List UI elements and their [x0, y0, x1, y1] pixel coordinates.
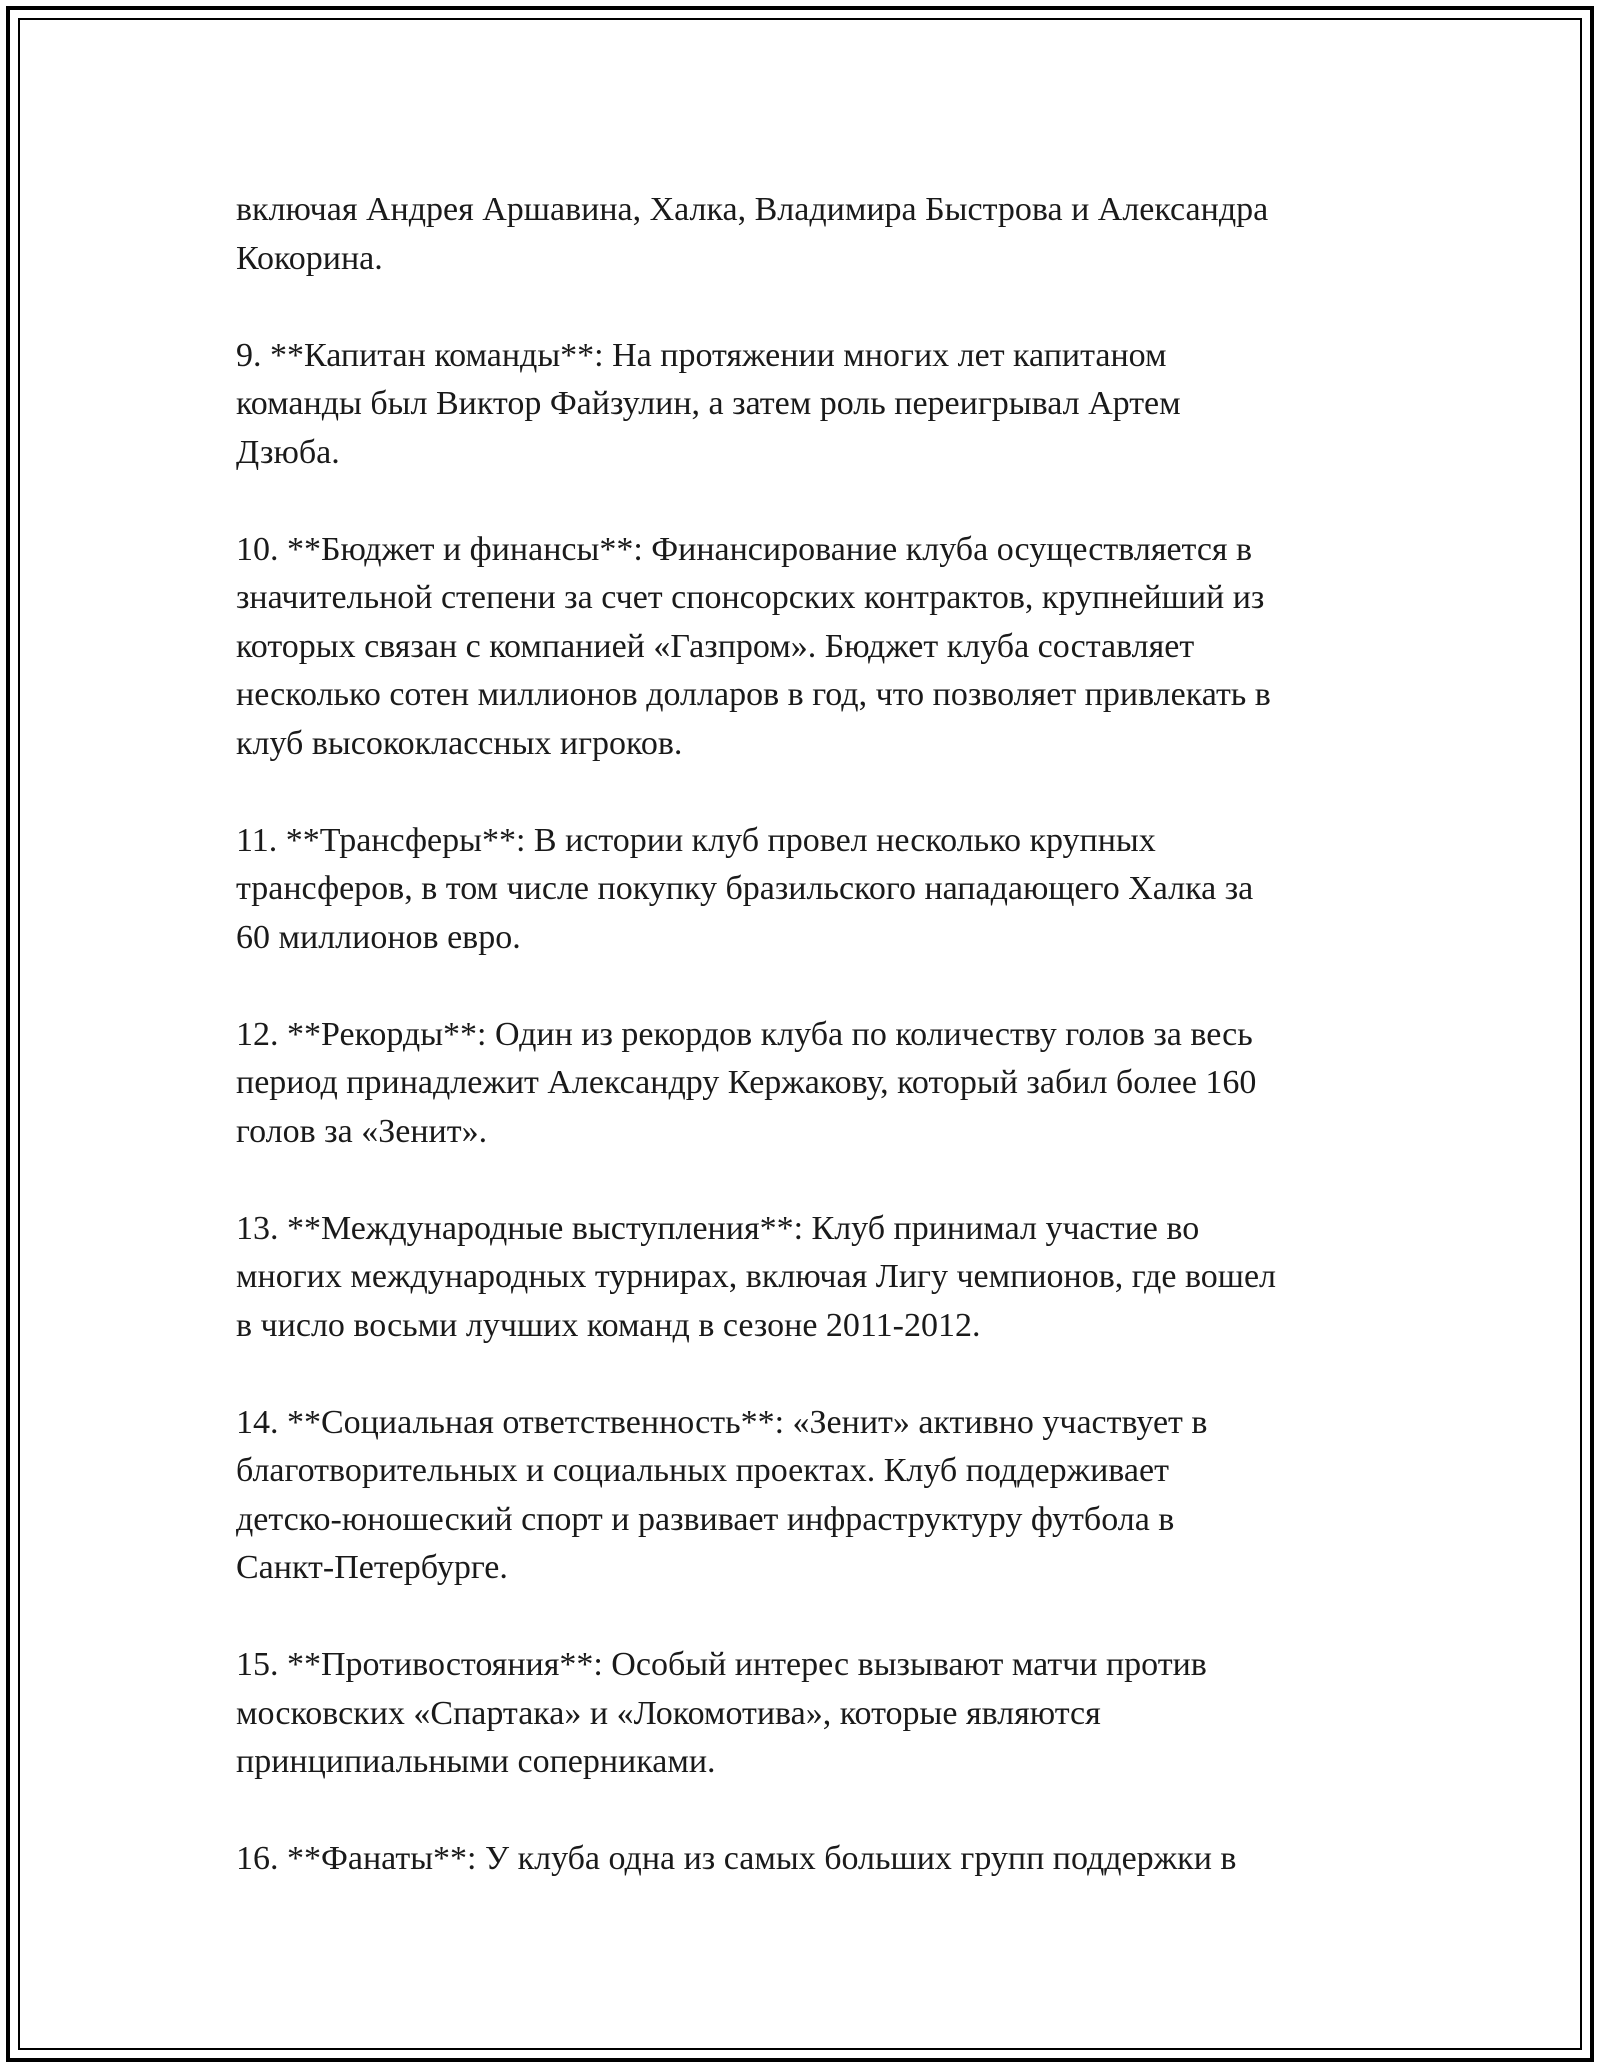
text-line: голов за «Зенит». — [236, 1112, 488, 1150]
paragraph-item-12 — [236, 1011, 1376, 1157]
text-line: благотворительных и социальных проектах. Клуб поддерживает — [236, 1452, 1169, 1489]
text-line: значительной степени за счет спонсорских контрактов, крупнейший из — [236, 579, 1265, 616]
text-line: в число восьми лучших команд в сезоне 2011-2012. — [236, 1306, 981, 1344]
text-line: Санкт-Петербурге. — [236, 1549, 508, 1586]
text-line: 16. **Фанаты**: У клуба одна из самых больших групп поддержки в — [236, 1840, 1237, 1877]
paragraph-item-16 — [236, 1835, 1376, 1884]
text-line: принципиальными соперниками. — [236, 1743, 716, 1780]
text-line: 11. **Трансферы**: В истории клуб провел несколько крупных — [236, 821, 1156, 859]
text-line: 60 миллионов евро. — [236, 918, 521, 956]
paragraph-item-11 — [236, 817, 1376, 963]
text-line: включая Андрея Аршавина, Халка, Владимира Быстрова и Александра — [236, 191, 1269, 228]
text-line: 9. **Капитан команды**: На протяжении многих лет капитаном — [236, 336, 1167, 374]
text-line: 12. **Рекорды**: Один из рекордов клуба по количеству голов за весь — [236, 1015, 1253, 1053]
text-line: Кокорина. — [236, 239, 383, 277]
text-line: детско-юношеский спорт и развивает инфраструктуру футбола в — [236, 1500, 1175, 1538]
paragraph-item-10 — [236, 526, 1376, 769]
text-line: Дзюба. — [236, 433, 340, 471]
text-line: несколько сотен миллионов долларов в год, что позволяет привлекать в — [236, 676, 1271, 713]
text-line: трансферов, в том числе покупку бразильского нападающего Халка за — [236, 870, 1254, 907]
paragraph-item-13 — [236, 1205, 1376, 1351]
document-body — [236, 186, 1376, 1932]
paragraph-item-9 — [236, 332, 1376, 478]
text-line: клуб высококлассных игроков. — [236, 724, 683, 762]
text-line: 14. **Социальная ответственность**: «Зенит» активно участвует в — [236, 1403, 1208, 1441]
text-line: которых связан с компанией «Газпром». Бюджет клуба составляет — [236, 627, 1195, 665]
paragraph-item-14 — [236, 1399, 1376, 1593]
text-line: 15. **Противостояния**: Особый интерес вызывают матчи против — [236, 1646, 1207, 1683]
text-line: московских «Спартака» и «Локомотива», которые являются — [236, 1694, 1101, 1732]
text-line: период принадлежит Александру Кержакову, который забил более 160 — [236, 1064, 1257, 1101]
paragraph-continuation — [236, 186, 1376, 283]
text-line: 10. **Бюджет и финансы**: Финансирование клуба осуществляется в — [236, 530, 1253, 568]
text-line: команды был Виктор Файзулин, а затем роль переигрывал Артем — [236, 385, 1181, 422]
text-line: 13. **Международные выступления**: Клуб принимал участие во — [236, 1209, 1200, 1247]
text-line: многих международных турнирах, включая Лигу чемпионов, где вошел — [236, 1258, 1277, 1295]
paragraph-item-15 — [236, 1641, 1376, 1787]
